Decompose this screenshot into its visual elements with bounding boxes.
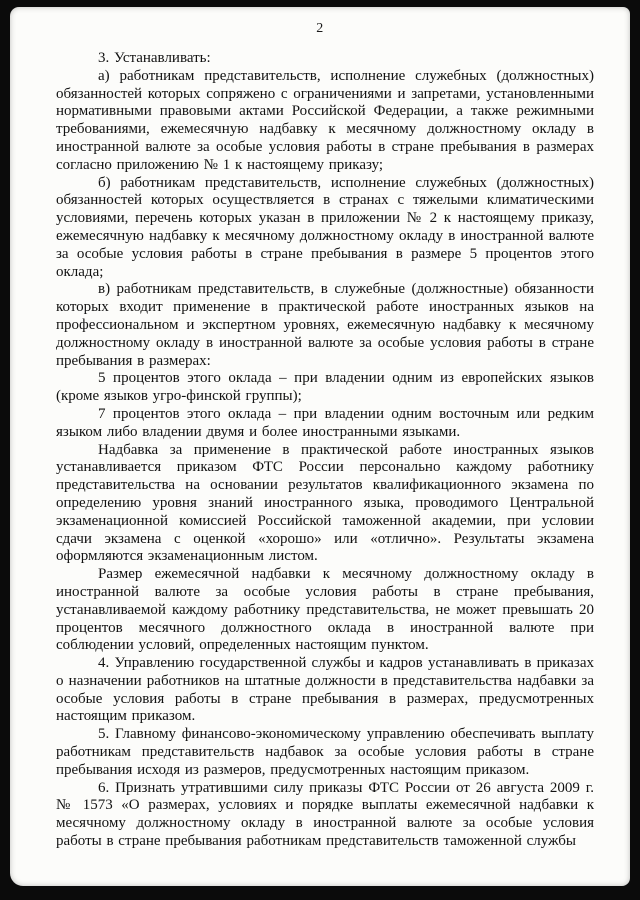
para-item-5: 5. Главному финансово-экономическому управлению обеспечивать выплату работникам представительств надбавок за особые условия работы в стране пребывания исходя из размеров, предусмотренных настоящим приказом. xyxy=(56,726,594,778)
page-number: 2 xyxy=(316,21,324,36)
para-item-6: 6. Признать утратившими силу приказы ФТС России от 26 августа 2009 г. № 1573 «О размерах, условиях и порядке выплаты ежемесячной надбавки к месячному должностному окладу в иностранной валюте за особые условия работы в стране пребывания работникам представительств таможенной службы xyxy=(56,779,594,850)
para-subitem-v: в) работникам представительств, в служебные (должностные) обязанности которых входит применение в практической работе иностранных языков на профессиональном и экспертном уровнях, ежемесячную надбавку к месячному должностному окладу в иностранной валюте за особые условия работы в стране пребывания в размерах: xyxy=(56,281,594,369)
scanned-document-page xyxy=(10,7,630,886)
para-rate-5-percent: 5 процентов этого оклада – при владении одним из европейских языков (кроме языков угро-финской группы); xyxy=(56,370,594,405)
para-rate-7-percent: 7 процентов этого оклада – при владении одним восточным или редким языком либо владении двумя и более иностранными языками. xyxy=(56,405,594,440)
para-item-3-heading: 3. Устанавливать: xyxy=(98,50,211,66)
para-subitem-b: б) работникам представительств, исполнение служебных (должностных) обязанностей которых осуществляется в странах с тяжелыми климатическими условиями, перечень которых указан в приложении № 2 к настоящему приказу, ежемесячную надбавку к месячному должностному окладу в иностранной валюте за особые условия работы в стране пребывания в размере 5 процентов этого оклада; xyxy=(56,174,594,280)
para-allowance-cap: Размер ежемесячной надбавки к месячному должностному окладу в иностранной валюте за особые условия работы в стране пребывания, устанавливаемой каждому работнику представительства, не может превышать 20 процентов месячного должностного оклада в иностранной валюте при соблюдении условий, определенных настоящим пунктом. xyxy=(56,566,594,654)
para-language-allowance: Надбавка за применение в практической работе иностранных языков устанавливается приказом ФТС России персонально каждому работнику представительства на основании результатов квалификационного экзамена по определению уровня знаний иностранного языка, проводимого Центральной экзаменационной комиссией Российской таможенной академии, при условии сдачи экзамена с оценкой «хорошо» или «отлично». Результаты экзамена оформляются экзаменационным листом. xyxy=(56,441,594,565)
para-subitem-a: а) работникам представительств, исполнение служебных (должностных) обязанностей которых сопряжено с ограничениями и запретами, установленными нормативными правовыми актами Российской Федерации, а также режимными требованиями, ежемесячную надбавку к месячному должностному окладу в иностранной валюте за особые условия работы в стране пребывания в размерах согласно приложению № 1 к настоящему приказу; xyxy=(56,67,594,173)
para-item-4: 4. Управлению государственной службы и кадров устанавливать в приказах о назначении работников на штатные должности в представительства надбавки за особые условия работы в стране пребывания в размерах, предусмотренных настоящим приказом. xyxy=(56,655,594,725)
document-body xyxy=(56,50,594,851)
